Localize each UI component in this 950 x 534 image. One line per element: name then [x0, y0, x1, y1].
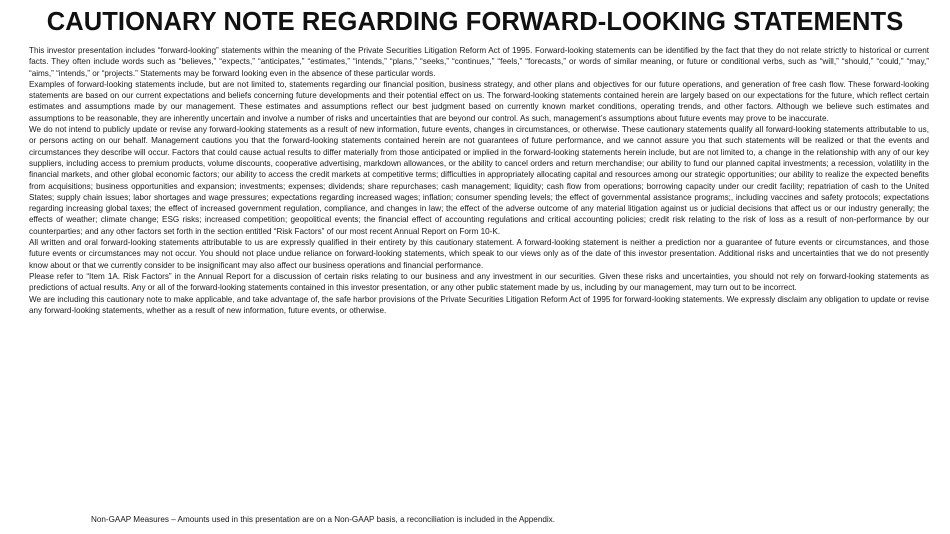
non-gaap-footnote: Non-GAAP Measures – Amounts used in this presentation are on a Non-GAAP basis, a reconciliation is included in the Appendix. [91, 515, 555, 524]
disclaimer-body [29, 45, 929, 316]
paragraph-risk-factors-list: We do not intend to publicly update or revise any forward-looking statements as a result of new information, future events, changes in circumstances, or otherwise. These cautionary statements qualify all forward-looking statements attributable to us, or persons acting on our behalf. Management cautions you that the forward-looking statements contained herein are not guarantees of future performance, and we cannot assure you that such statements will be realized or that the events and circumstances they describe will occur. Factors that could cause actual results to differ materially from those anticipated or implied in the forward-looking statements herein include, but are not limited to, a change in the relationship with any of our key suppliers, including access to premium products, volume discounts, cooperative advertising, markdown allowances, or the ability to cancel orders and return merchandise; our ability to fund our planned capital investments; a recession, volatility in the financial markets, and other global economic factors; our ability to access the credit markets at competitive terms; difficulties in appropriately allocating capital and resources among our strategic opportunities; our ability to realize the expected benefits from acquisitions; business opportunities and expansion; investments; expenses; dividends; share repurchases; cash management; liquidity; cash flow from operations; borrowing capacity under our credit facility; repatriation of cash to the United States; supply chain issues; labor shortages and wage pressures; expectations regarding increased wages; inflation; consumer spending levels; the effect of governmental assistance programs;, including vaccines and safety protocols; expectations regarding increasing global taxes; the effect of increased government regulation, compliance, and changes in law; the effect of the adverse outcome of any material litigation against us or judicial decisions that affect us or our industry generally; the effects of weather; climate change; ESG risks; increased competition; geopolitical events; the financial effect of accounting regulations and critical accounting policies; credit risk relating to the risk of loss as a result of non-performance by our counterparties; and any other factors set forth in the section entitled “Risk Factors” of our most recent Annual Report on Form 10-K. [29, 125, 929, 236]
slide-title: CAUTIONARY NOTE REGARDING FORWARD-LOOKING STATEMENTS [46, 8, 904, 36]
paragraph-safe-harbor: We are including this cautionary note to make applicable, and take advantage of, the safe harbor provisions of the Private Securities Litigation Reform Act of 1995 for forward-looking statements. We expressly disclaim any obligation to update or revise any forward-looking statements, whether as a result of new information, future events, or otherwise. [29, 294, 929, 315]
paragraph-item-1a-reference: Please refer to “Item 1A. Risk Factors” in the Annual Report for a discussion of certain risks relating to our business and any investment in our securities. Given these risks and uncertainties, you should not rely on forward-looking statements as predictions of actual results. Any or all of the forward-looking statements contained in this investor presentation, or any other public statement made by us, including by our management, may turn out to be incorrect. [29, 271, 929, 293]
paragraph-qualification: All written and oral forward-looking statements attributable to us are expressly qualified in their entirety by this cautionary statement. A forward-looking statement is neither a prediction nor a guarantee of future events or circumstances, and those future events or circumstances may not occur. You should not place undue reliance on forward-looking statements, which speak to our views only as of the date of this investor presentation. Additional risks and uncertainties that we do not presently know about or that we currently consider to be insignificant may also affect our business operations and financial performance. [29, 238, 929, 270]
paragraph-examples: Examples of forward-looking statements include, but are not limited to, statements regarding our financial position, business strategy, and other plans and objectives for our future operations, and generation of free cash flow. These forward-looking statements are based on our current expectations and beliefs concerning future developments and their potential effect on us. The forward-looking statements contained herein are largely based on our expectations for the future, which reflect certain estimates and assumptions made by our management. These estimates and assumptions reflect our best judgment based on currently known market conditions, operating trends, and other factors. Although we believe such estimates and assumptions to be reasonable, they are inherently uncertain and involve a number of risks and uncertainties that are beyond our control. As such, management’s assumptions about future events may prove to be inaccurate. [29, 79, 929, 123]
paragraph-forward-looking-definition: This investor presentation includes “forward-looking” statements within the meaning of the Private Securities Litigation Reform Act of 1995. Forward-looking statements can be identified by the fact that they do not relate strictly to historical or current facts. They often include words such as “believes,” “expects,” “anticipates,” “estimates,” “intends,” “plans,” “seeks,” “continues,” “feels,” “forecasts,” or words of similar meaning, or future or conditional verbs, such as “will,” “should,” “could,” “may,” “aims,” “intends,” or “projects.” Statements may be forward looking even in the absence of these particular words. [29, 46, 929, 78]
